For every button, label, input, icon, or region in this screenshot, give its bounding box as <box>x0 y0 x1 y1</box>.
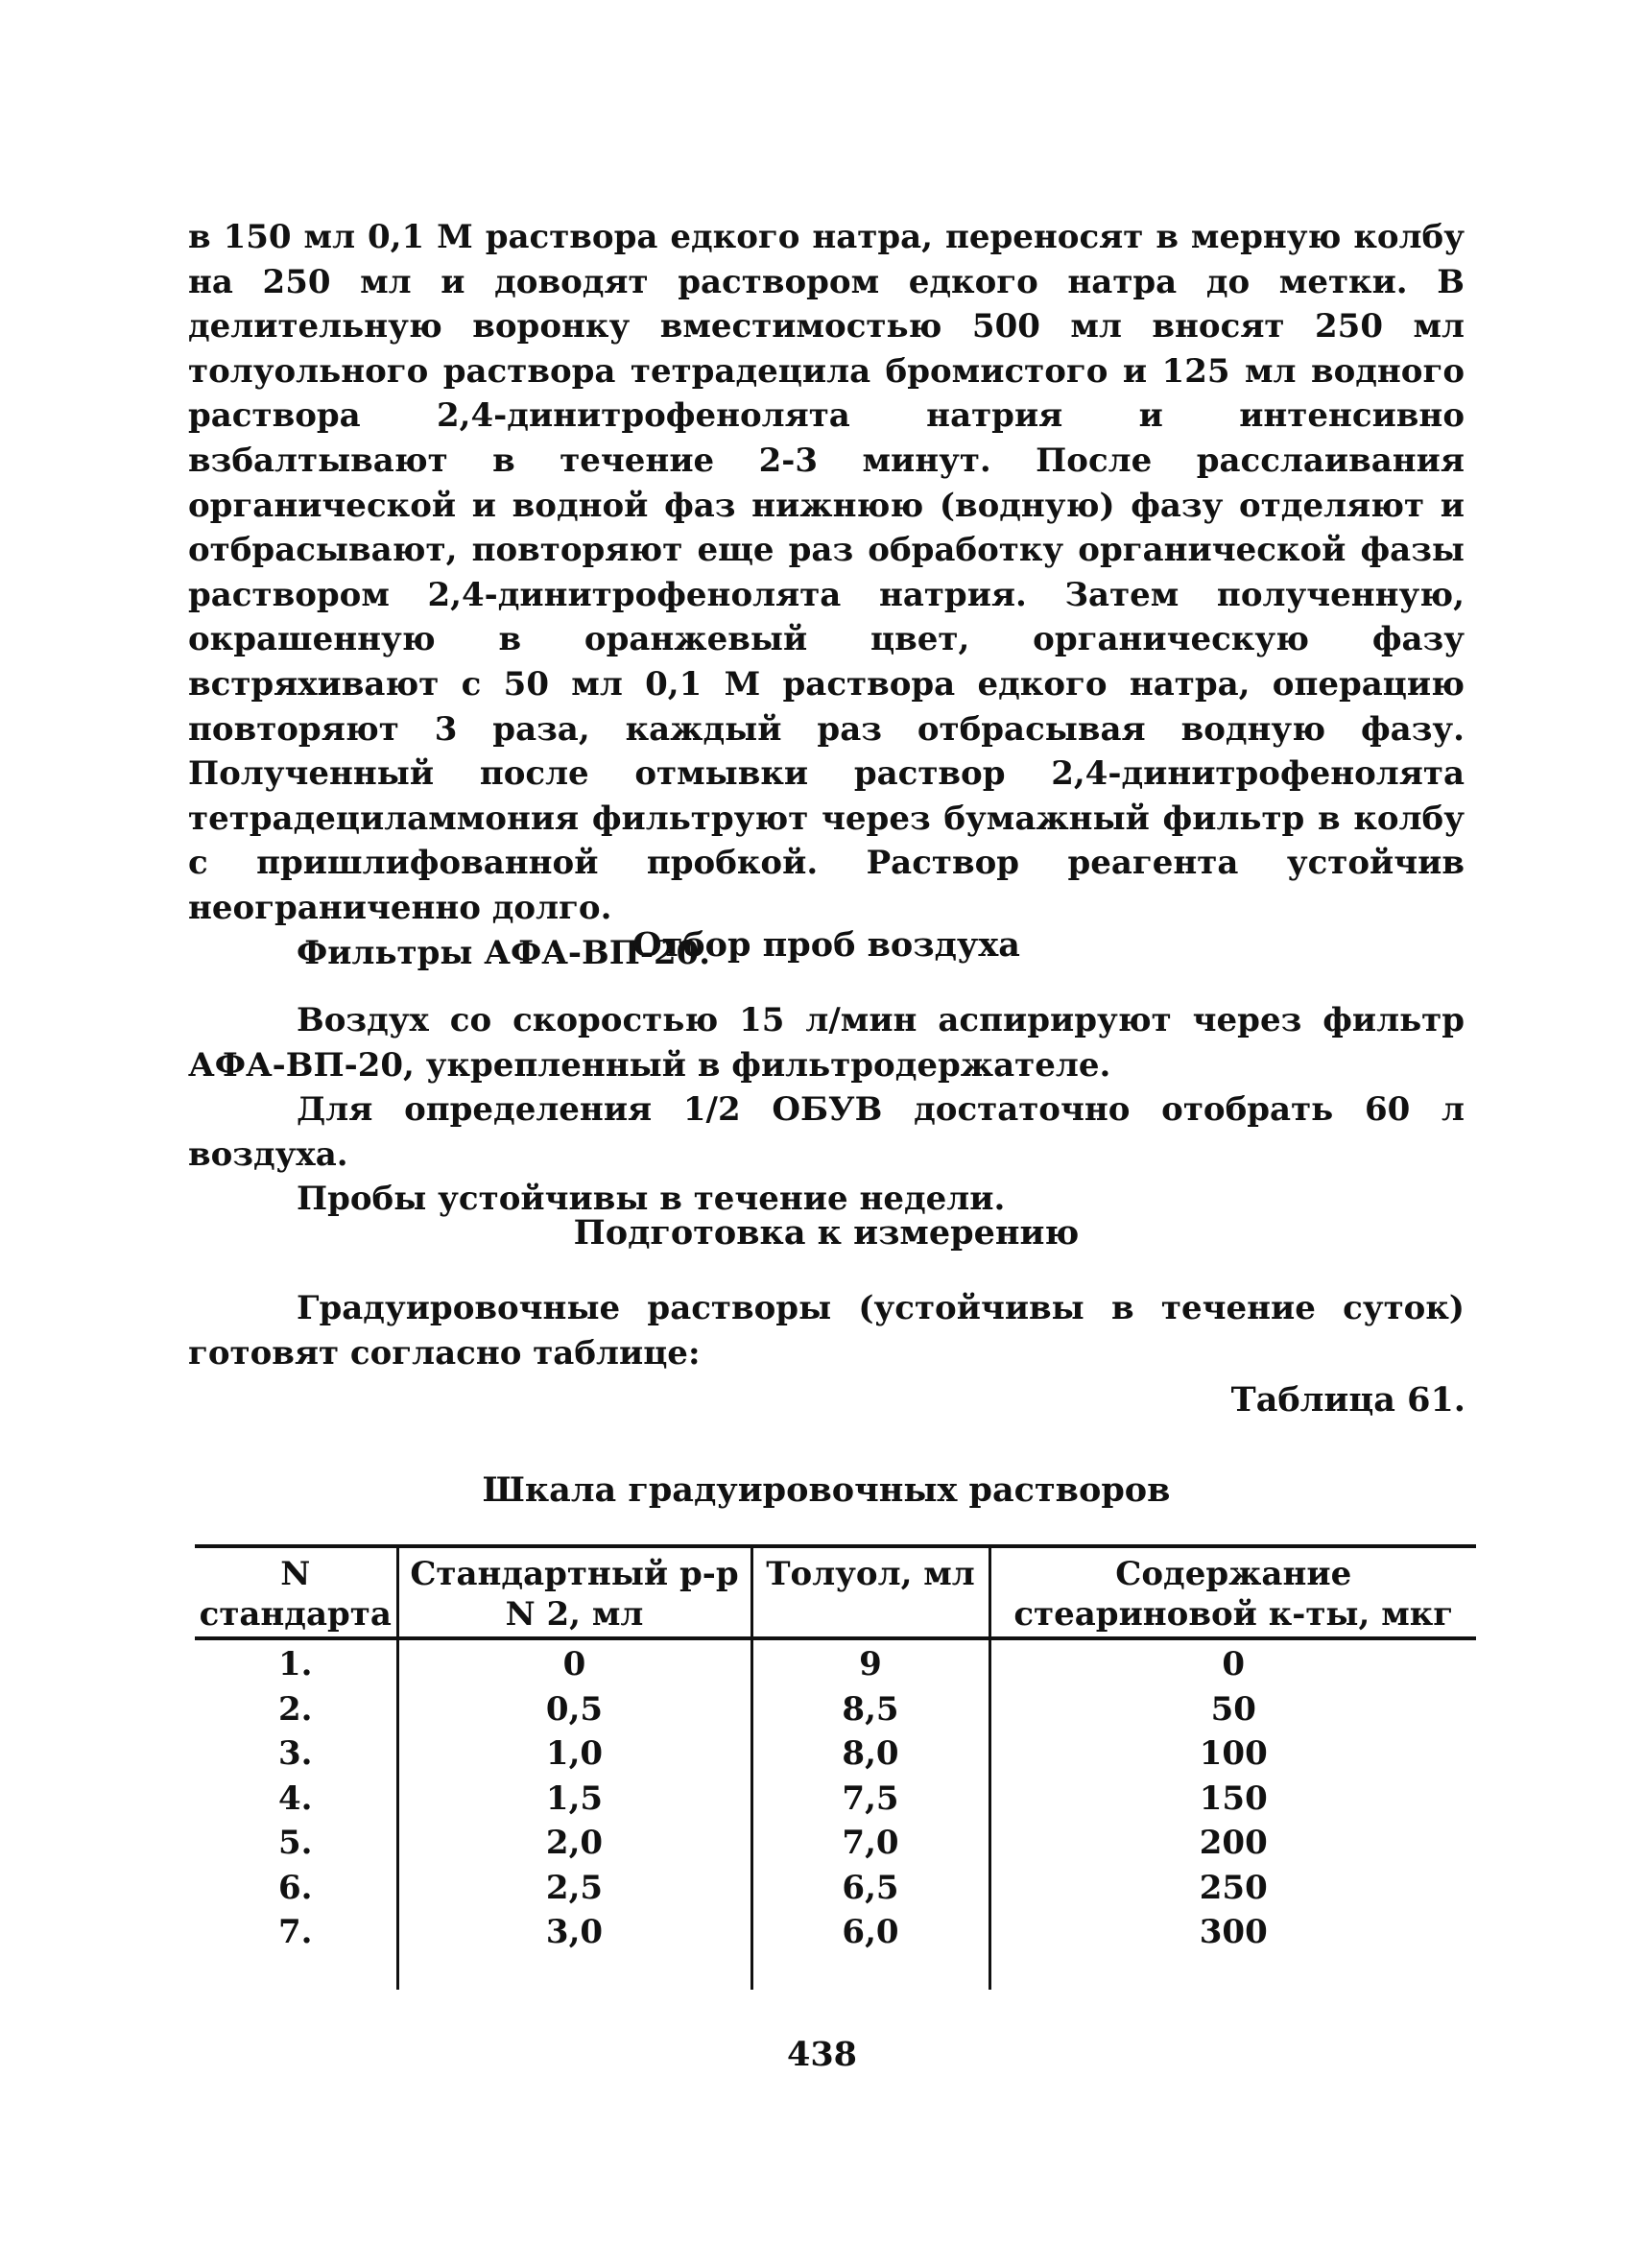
cell-standard-solution: 3,0 <box>397 1910 751 1990</box>
calibration-table <box>195 1544 1476 1990</box>
preparation-text <box>188 1286 1465 1375</box>
table-row <box>195 1731 1476 1777</box>
cell-standard-number: 4. <box>278 1779 313 1818</box>
table-number-label: Таблица 61. <box>1230 1380 1465 1420</box>
heading-air-sampling: Отбор проб воздуха <box>632 925 1020 965</box>
cell-toluene: 7,5 <box>751 1777 989 1822</box>
paragraph-sampling-rate: Воздух со скоростью 15 л/мин аспирируют через фильтр АФА-ВП-20, укрепленный в фильтродержателе. <box>188 1001 1465 1085</box>
table-row <box>195 1687 1476 1732</box>
cell-stearic-acid-content: 100 <box>989 1731 1476 1777</box>
table-row <box>195 1910 1476 1990</box>
header-standard-number: N стандарта <box>199 1555 392 1634</box>
table-header-row <box>195 1546 1476 1638</box>
cell-standard-number: 6. <box>278 1868 313 1907</box>
cell-standard-number: 3. <box>278 1734 313 1773</box>
cell-standard-number: 2. <box>278 1689 313 1729</box>
table-row <box>195 1866 1476 1911</box>
cell-toluene: 8,5 <box>751 1687 989 1732</box>
paragraph-calibration-solutions: Градуировочные растворы (устойчивы в течение суток) готовят согласно таблице: <box>188 1289 1465 1373</box>
header-stearic-acid-content: Содержание стеариновой к-ты, мкг <box>989 1546 1476 1638</box>
cell-standard-solution: 2,0 <box>397 1821 751 1866</box>
intro-text <box>188 215 1465 975</box>
cell-stearic-acid-content: 50 <box>989 1687 1476 1732</box>
heading-measurement-preparation: Подготовка к измерению <box>573 1213 1080 1253</box>
header-standard-solution: Стандартный р-р N 2, мл <box>397 1546 751 1638</box>
page-number: 438 <box>786 2035 858 2074</box>
cell-standard-number: 5. <box>278 1824 313 1862</box>
cell-stearic-acid-content: 300 <box>989 1910 1476 1990</box>
cell-toluene: 7,0 <box>751 1821 989 1866</box>
table-row <box>195 1638 1476 1687</box>
cell-standard-solution: 0,5 <box>397 1687 751 1732</box>
cell-toluene: 6,0 <box>751 1910 989 1990</box>
header-toluene: Толуол, мл <box>751 1546 989 1638</box>
paragraph-sample-stability: Пробы устойчивы в течение недели. <box>297 1180 1006 1219</box>
cell-standard-solution: 2,5 <box>397 1866 751 1911</box>
cell-stearic-acid-content: 150 <box>989 1777 1476 1822</box>
cell-standard-solution: 1,0 <box>397 1731 751 1777</box>
cell-stearic-acid-content: 200 <box>989 1821 1476 1866</box>
cell-standard-solution: 1,5 <box>397 1777 751 1822</box>
cell-standard-number: 1. <box>278 1645 313 1683</box>
paragraph-filters: Фильтры АФА-ВП-20. <box>297 933 711 972</box>
table-row <box>195 1777 1476 1822</box>
paragraph-sampling-volume: Для определения 1/2 ОБУВ достаточно отобрать 60 л воздуха. <box>188 1090 1465 1174</box>
cell-standard-solution: 0 <box>397 1638 751 1687</box>
cell-toluene: 8,0 <box>751 1731 989 1777</box>
table-row <box>195 1821 1476 1866</box>
air-sampling-text <box>188 998 1465 1222</box>
cell-stearic-acid-content: 250 <box>989 1866 1476 1911</box>
table-title: Шкала градуировочных растворов <box>482 1470 1171 1510</box>
paragraph-reagent-preparation: в 150 мл 0,1 М раствора едкого натра, переносят в мерную колбу на 250 мл и доводят раствором едкого натра до метки. В делительную воронку вместимостью 500 мл вносят 250 мл толуольного раствора тетрадецила бромистого и 125 мл водного раствора 2,4-динитрофенолята натрия и интенсивно взбалтывают в течение 2-3 минут. После расслаивания органической и водной фаз нижнюю (водную) фазу отделяют и отбрасывают, повторяют еще раз обработку органической фазы раствором 2,4-динитрофенолята натрия. Затем полученную, окрашенную в оранжевый цвет, органическую фазу встряхивают с 50 мл 0,1 М раствора едкого натра, операцию повторяют 3 раза, каждый раз отбрасывая водную фазу. Полученный после отмывки раствор 2,4-динитрофенолята тетрадециламмония фильтруют через бумажный фильтр в колбу с пришлифованной пробкой. Раствор реагента устойчив неограниченно долго. <box>188 218 1465 927</box>
cell-stearic-acid-content: 0 <box>989 1638 1476 1687</box>
cell-toluene: 9 <box>751 1638 989 1687</box>
cell-standard-number: 7. <box>278 1913 313 1951</box>
cell-toluene: 6,5 <box>751 1866 989 1911</box>
